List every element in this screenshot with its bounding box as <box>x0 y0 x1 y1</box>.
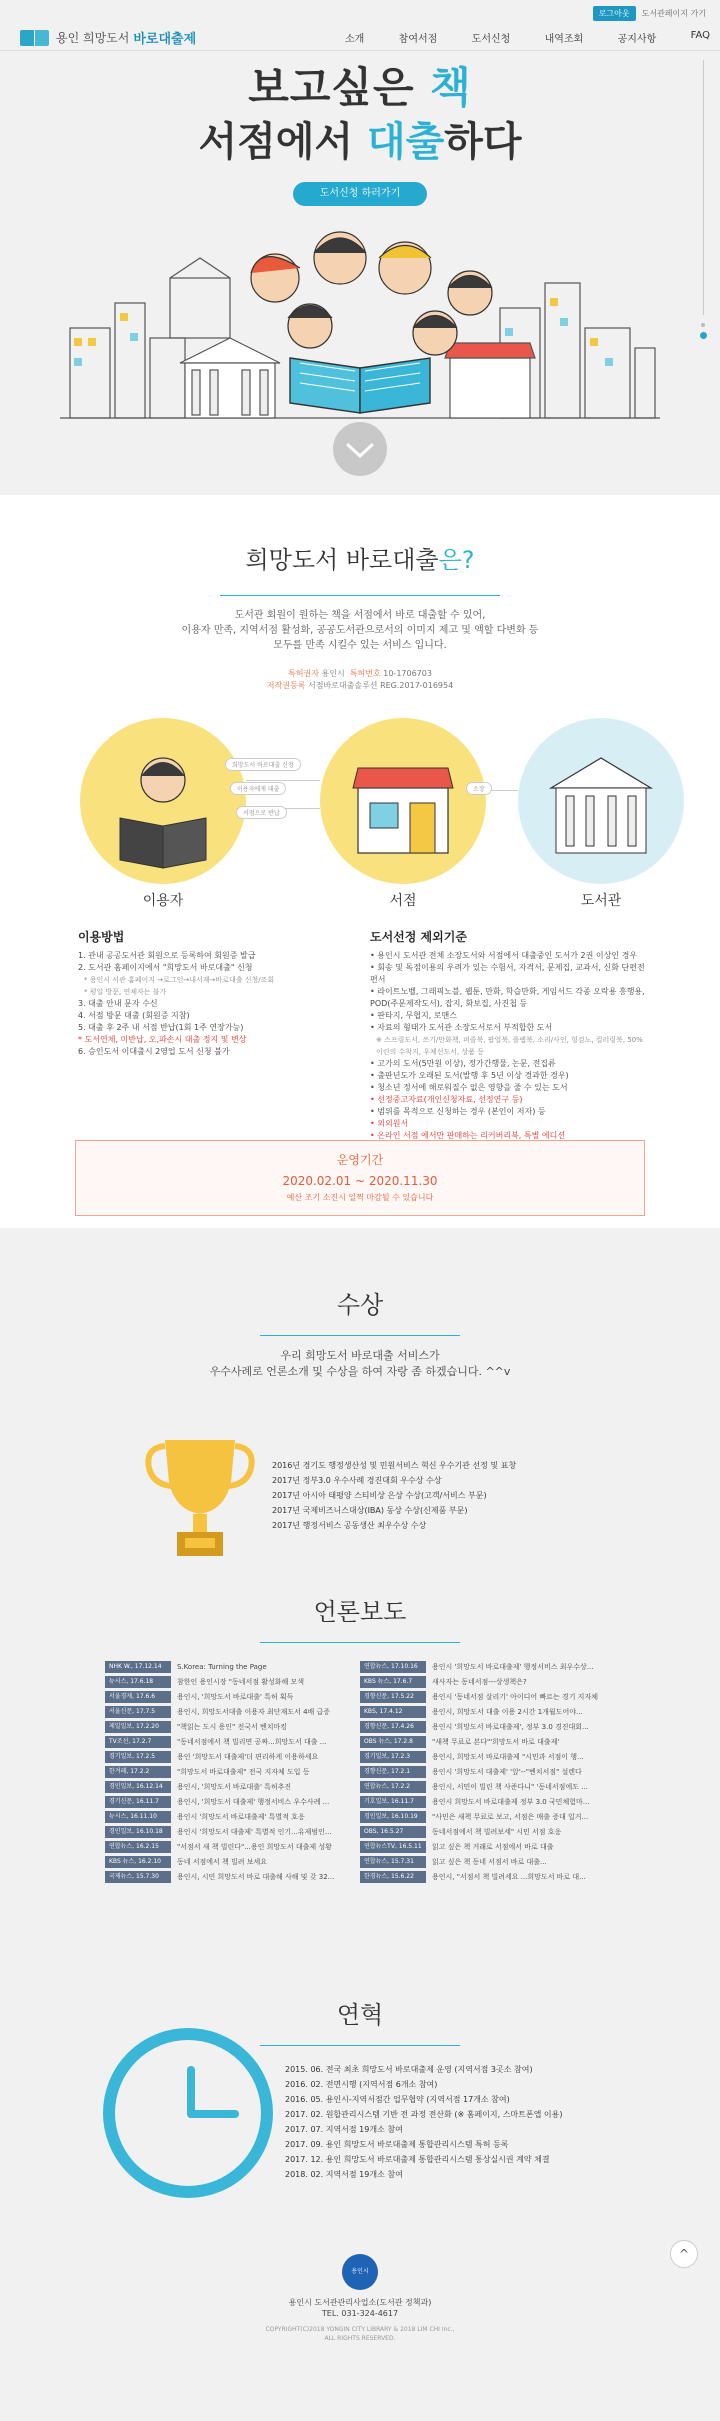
usage-item: 4. 서점 방문 대출 (회원증 지참) <box>78 1011 190 1020</box>
press-headline[interactable]: 용인시 '희망도서 바로대출제' 행정서비스 최우수상... <box>432 1663 594 1671</box>
award-item: 2017년 국제비즈니스대상(IBA) 동상 수상(신제품 부문) <box>272 1506 468 1515</box>
press-source-date: NHK W., 17.12.14 <box>105 1661 171 1673</box>
awards-title: 수상 <box>336 1291 384 1319</box>
nav-item-history[interactable]: 내역조회 <box>544 34 584 45</box>
press-source-date: KBS 뉴스, 17.6.7 <box>360 1676 426 1688</box>
awards-description: 우리 희망도서 바로대출 서비스가 우수사례로 언론소개 및 수상을 하여 자랑 좀 하겠습니다. ^^v <box>209 1349 511 1378</box>
store-icon <box>320 718 486 884</box>
history-item: 2017. 12. 용인 희망도서 바로대출제 통합관리시스템 통상실시권 계약 체결 <box>285 2155 550 2164</box>
intro-title: 희망도서 바로대출은? <box>245 546 475 574</box>
exclude-item: • 자료의 형태가 도서관 소장도서로서 부적합한 도서 <box>370 1023 553 1032</box>
footer-copyright: COPYRIGHT(C)2018 YONGIN CITY LIBRARY & 2018 LIM CHI Inc., ALL RIGHTS RESERVED. <box>265 2326 455 2342</box>
footer-org-name: 용인시 도서관관리사업소(도서관 정책과) <box>288 2298 432 2307</box>
press-row[interactable] <box>360 1765 660 1779</box>
exclude-item: • 회송 및 독점이용의 우려가 있는 수험서, 자격서, 문제집, 교과서, 신화 단편전편서 <box>370 963 645 984</box>
press-source-date: 경기신문, 16.11.7 <box>105 1796 171 1808</box>
indicator-dot-active[interactable] <box>700 332 707 339</box>
flow-tag: 서점으로 반납 <box>236 806 287 819</box>
press-row[interactable] <box>360 1690 660 1704</box>
press-source-date: 국제뉴스, 15.7.30 <box>105 1871 171 1883</box>
title-rule <box>220 595 500 596</box>
press-headline[interactable]: 용인시, 희망도서대출 이용자 최단재도서 4배 급증 <box>177 1708 331 1716</box>
press-headline[interactable]: 용인시, 서민이 빌린 책 사준다니" '동네서점에도 ... <box>432 1783 588 1791</box>
press-row[interactable] <box>360 1735 660 1749</box>
press-source-date: 경향신문, 17.2.1 <box>360 1766 426 1778</box>
press-list-right <box>360 1660 660 1885</box>
site-logo[interactable] <box>20 26 196 48</box>
press-source-date: 경기일보, 17.2.3 <box>360 1751 426 1763</box>
usage-title: 이용방법 <box>78 930 125 944</box>
press-source-date: 경향신문, 17.4.26 <box>360 1721 426 1733</box>
side-scroll-track <box>703 60 704 315</box>
library-circle <box>518 718 684 884</box>
library-page-link[interactable]: 도서관페이지 가기 <box>641 9 706 18</box>
press-headline[interactable]: 용인시, '희망도서 바로대출' 특허 획득 <box>177 1693 294 1701</box>
footer-logo: 용인시 <box>342 2254 378 2290</box>
chevron-down-icon <box>333 422 387 476</box>
press-headline[interactable]: 용인시, '희망도서 바로대출' 특허추진 <box>177 1783 292 1791</box>
period-date: 2020.02.01 ~ 2020.11.30 <box>282 1174 438 1188</box>
press-source-date: 경인일보, 16.12.14 <box>105 1781 171 1793</box>
title-rule <box>260 2045 460 2046</box>
period-title: 운영기간 <box>336 1153 384 1167</box>
press-title: 언론보도 <box>313 1598 407 1626</box>
flow-arrow <box>246 780 320 781</box>
usage-item: * 평일 방문, 연체자는 불가 <box>84 988 167 996</box>
patent-info: 특허권자 용인시 특허번호 10-1706703 저작권등록 서점바로대출솔루션 REG.2017-016954 <box>266 669 454 690</box>
exclude-item: • 선정중고자료(개인신청자료, 선정연구 등) <box>370 1095 523 1104</box>
scroll-down-button[interactable] <box>333 422 387 476</box>
history-item: 2018. 02. 지역서점 19개소 참여 <box>285 2170 403 2179</box>
store-label: 서점 <box>389 893 417 909</box>
award-item: 2017년 아시아 태평양 스티비상 은상 수상(고객/서비스 부문) <box>272 1491 487 1500</box>
usage-list <box>78 950 318 1058</box>
press-headline[interactable]: 용인 '희망도서 대출제'더 편리하게 이용하세요 <box>177 1753 319 1761</box>
press-headline[interactable]: 용인시 '희망도서 대출제' '앞'--"벤치서점" 설렌다 <box>432 1768 582 1776</box>
exclude-item: • 고가의 도서(5만원 이상), 정가간행물, 논문, 전집류 <box>370 1059 556 1068</box>
exclude-item: • 온라인 서점 에서만 판매하는 리커버리북, 특별 에디션 <box>370 1131 566 1140</box>
press-source-date: 경인일보, 16.10.18 <box>105 1826 171 1838</box>
press-headline[interactable]: 용인시 '희망도서 대출제' 특별적 인기...유제범인... <box>177 1828 332 1836</box>
press-headline[interactable]: 용인시, 희망도서 바로대출제 "시민과 서점이 행... <box>432 1753 584 1761</box>
usage-item: 6. 승인도서 이대출시 2영업 도서 신청 불가 <box>78 1047 230 1056</box>
period-note: 예산 조기 소진시 일찍 마감될 수 있습니다 <box>286 1193 434 1202</box>
press-row[interactable] <box>360 1810 660 1824</box>
history-title: 연혁 <box>336 2001 384 2029</box>
reading-person-icon <box>80 718 246 884</box>
exclude-item: ※ 스프링도서, 쓰기/만화책, 퍼즐북, 팝업북, 플랩북, 소리/사인, 헝검노, 컬러링북, 50% 이린의 수착지, 우체선도서, 상품 등 <box>376 1036 643 1056</box>
store-circle <box>320 718 486 884</box>
usage-item: 5. 대출 후 2주 내 서점 반납(1회 1주 연장가능) <box>78 1023 244 1032</box>
exclude-list <box>370 950 650 1142</box>
press-row[interactable] <box>360 1870 660 1884</box>
logo-prefix: 용인 희망도서 <box>56 30 130 45</box>
main-nav <box>345 30 710 45</box>
press-headline[interactable]: 용인시 '동네서점 살리기' 아이디어 빠르는 경기 지자체 <box>432 1693 598 1701</box>
exclude-item: • 청소년 정서에 해로워질수 없은 영향을 줄 수 있는 도서 <box>370 1083 568 1092</box>
award-item: 2017년 행정서비스 공동생산 최우수상 수상 <box>272 1521 427 1530</box>
press-source-date: OBS, 16.5.27 <box>360 1826 426 1838</box>
section-indicator <box>700 318 706 344</box>
nav-item-faq[interactable]: FAQ <box>690 30 710 41</box>
slogan-line-2: 서점에서 대출하다 <box>198 119 522 165</box>
press-headline[interactable]: 용인시 '희망도서 바로대출제', 정부 3.0 경진대회... <box>432 1723 589 1731</box>
library-label: 도서관 <box>580 893 622 909</box>
title-rule <box>260 1642 460 1643</box>
press-headline[interactable]: "희망도서 바로대출제" 전국 지자체 도입 등 <box>177 1768 310 1776</box>
usage-item: * 용인시 서관 홈페이지 →로그인→내서재→바로대출 신청/조회 <box>84 976 275 984</box>
trophy-icon <box>145 1432 255 1562</box>
exclude-item: • 출판년도가 오래된 도서(발행 후 5년 이상 경과한 경우) <box>370 1071 569 1080</box>
press-source-date: 연합뉴스, 16.2.15 <box>105 1841 171 1853</box>
press-source-date: 한겨레, 17.2.2 <box>105 1766 171 1778</box>
back-to-top-button[interactable]: ^ <box>670 2240 698 2268</box>
award-item: 2017년 정부3.0 우수사례 경진대회 우수상 수상 <box>272 1476 442 1485</box>
press-source-date: 뉴시스, 17.6.18 <box>105 1676 171 1688</box>
award-item: 2016년 경기도 행정생산성 및 민원서비스 혁신 우수기관 선정 및 표창 <box>272 1461 517 1470</box>
press-headline[interactable]: "서점서 새 책 빌린다"...용인 희망도서 대출제 성황 <box>177 1843 332 1851</box>
history-item: 2017. 09. 용인 희망도서 바로대출제 통합관리시스템 특허 등록 <box>285 2140 509 2149</box>
flow-tag: 희망도서 바로대출 신청 <box>225 758 301 771</box>
nav-divider <box>0 50 720 51</box>
library-icon <box>518 718 684 884</box>
press-source-date: KBS 뉴스, 16.2.10 <box>105 1856 171 1868</box>
press-source-date: 기호일보, 16.11.7 <box>360 1796 426 1808</box>
press-row[interactable] <box>360 1780 660 1794</box>
press-row[interactable] <box>360 1825 660 1839</box>
press-row[interactable] <box>360 1840 660 1854</box>
press-source-date: OBS 뉴스, 17.2.8 <box>360 1736 426 1748</box>
press-row[interactable] <box>360 1750 660 1764</box>
press-source-date: 연합뉴스TV, 16.5.11 <box>360 1841 426 1853</box>
logo-main: 바로대출제 <box>133 31 197 47</box>
history-item: 2016. 02. 전면시행 (지역서점 6개소 참여) <box>285 2080 438 2089</box>
hero-illustration <box>60 208 660 423</box>
apply-book-button[interactable]: 도서신청 하러가기 <box>293 182 427 206</box>
press-source-date: 연합뉴스, 15.7.31 <box>360 1856 426 1868</box>
slogan-line-1: 보고싶은 책 <box>248 63 472 112</box>
press-headline[interactable]: "새책 무료로 본다"'희망도서 바로 대출제' <box>432 1738 560 1746</box>
nav-item-apply[interactable]: 도서신청 <box>471 34 511 45</box>
press-row[interactable] <box>360 1855 660 1869</box>
press-row[interactable] <box>360 1660 660 1674</box>
flow-tag: 이용자에게 대출 <box>230 782 286 795</box>
top-links <box>593 6 706 21</box>
press-source-date: 제일일보, 17.2.20 <box>105 1721 171 1733</box>
press-source-date: 한경뉴스, 15.6.22 <box>360 1871 426 1883</box>
intro-description: 도서관 회원이 원하는 책을 서점에서 바로 대출할 수 있어, 이용자 만족, 지역서점 활성화, 공공도서관으로서의 이미지 제고 및 액할 다변화 등 모두를 만족 시킬수 있는 서비스 입니다. <box>181 610 539 651</box>
press-headline[interactable]: 용인시 '희망도서 바로대출제' 특별적 호응 <box>177 1813 305 1821</box>
press-source-date: 경향신문, 17.5.22 <box>360 1691 426 1703</box>
press-source-date: 뉴시스, 16.11.10 <box>105 1811 171 1823</box>
press-headline[interactable]: "사민은 새책 무료로 보고, 서점은 매출 증대 일거... <box>432 1813 589 1821</box>
press-headline[interactable]: 참한인 용인시장 "동네서점 활성화해 모색 <box>177 1678 305 1686</box>
indicator-dot[interactable] <box>701 323 705 327</box>
exclude-item: • 라이트노벨, 그래픽노블, 웹툰, 만화, 학습만화, 게임서드 각종 오락용 흥행용, POD(주문제작도서), 잡지, 화보집, 사진첩 등 <box>370 987 645 1008</box>
press-row[interactable] <box>360 1795 660 1809</box>
press-source-date: 연합뉴스, 17.10.16 <box>360 1661 426 1673</box>
press-headline[interactable]: 동네 서점에서 책 빌려 보세요 <box>177 1858 268 1866</box>
press-source-date: 연합뉴스, 17.2.2 <box>360 1781 426 1793</box>
press-headline[interactable]: 읽고 싶은 책 거래로 서점에서 바로 대출 <box>432 1843 554 1851</box>
press-headline[interactable]: 용인시, "서점서 책 빌려세요 ...희망도서 바로 대... <box>432 1873 586 1881</box>
press-source-date: 경기일보, 17.2.5 <box>105 1751 171 1763</box>
usage-item: * 도서연체, 미반납, 오,파손시 대출 정지 및 변상 <box>78 1035 247 1044</box>
logout-button[interactable]: 로그아웃 <box>593 6 636 21</box>
press-headline[interactable]: S.Korea: Turning the Page <box>177 1663 267 1671</box>
exclude-item: • 판타지, 무협지, 로맨스 <box>370 1011 457 1020</box>
usage-item: 1. 관내 공공도서관 회원으로 등록하여 회원증 발급 <box>78 951 256 960</box>
exclude-title: 도서선정 제외기준 <box>370 930 467 944</box>
press-headline[interactable]: 새사자는 동네서점---상생책은? <box>432 1678 527 1686</box>
press-headline[interactable]: "동네서점에서 책 빌리면 공짜...희망도서 대출 ... <box>177 1738 327 1746</box>
title-rule <box>260 1335 460 1336</box>
footer-tel: TEL. 031-324-4617 <box>321 2309 399 2318</box>
press-headline[interactable]: 용인시 희망도서 바로대출제 정부 3.0 국민체험마... <box>432 1798 590 1806</box>
history-item: 2017. 02. 원합관리시스템 기반 전 과정 전산화 (※ 홈페이지, 스마트폰앱 이용) <box>285 2110 563 2119</box>
exclude-item: • 외외원서 <box>370 1119 409 1128</box>
nav-item-notice[interactable]: 공지사항 <box>617 34 657 45</box>
nav-item-stores[interactable]: 참여서점 <box>398 34 438 45</box>
history-item: 2015. 06. 전국 최초 희망도서 바로대출제 운영 (지역서점 3곳소 참여) <box>285 2065 533 2074</box>
usage-item: 3. 대출 안내 문자 수신 <box>78 999 158 1008</box>
press-source-date: KBS, 17.4.12 <box>360 1706 426 1718</box>
nav-item-intro[interactable]: 소개 <box>345 34 365 45</box>
period-box <box>75 1140 645 1216</box>
exclude-item: • 범위를 목적으로 신청하는 경우 (본인이 저자) 등 <box>370 1107 546 1116</box>
press-row[interactable] <box>360 1705 660 1719</box>
award-list <box>272 1458 652 1533</box>
history-item: 2016. 05. 용인시-지역서점간 업무협약 (지역서점 17개소 참여) <box>285 2095 510 2104</box>
press-headline[interactable]: 용인시, 희망도서 대출 이용 2시간 1개월도어야... <box>432 1708 583 1716</box>
press-source-date: 경인일보, 16.10.19 <box>360 1811 426 1823</box>
press-headline[interactable]: 용인시, '희망도서 대출제' 행정서비스 우수사례 ... <box>177 1798 330 1806</box>
exclude-item: • 용인시 도서관 전체 소장도서와 서점에서 대출중인 도서가 2권 이상인 경우 <box>370 951 638 960</box>
press-headline[interactable]: 동네서점에서 책 빌려보세" 시민 서점 호응 <box>432 1828 562 1836</box>
flow-tag: 소장 <box>466 782 492 795</box>
history-list <box>285 2062 685 2182</box>
press-headline[interactable]: "책읽는 도시 용인" 전국서 벤치마킹 <box>177 1723 288 1731</box>
usage-item: 2. 도서관 홈페이지에서 "희망도서 바로대출" 신청 <box>78 963 253 972</box>
history-item: 2017. 07. 지역서점 19개소 참여 <box>285 2125 403 2134</box>
user-circle <box>80 718 246 884</box>
press-headline[interactable]: 읽고 싶은 책 동네 서점서 바로 대출... <box>432 1858 547 1866</box>
book-icon <box>20 26 50 48</box>
press-source-date: TV조선, 17.2.7 <box>105 1736 171 1748</box>
press-row[interactable] <box>360 1720 660 1734</box>
press-source-date: 서울신문, 17.7.5 <box>105 1706 171 1718</box>
clock-icon <box>103 2028 273 2198</box>
press-source-date: 서울경제, 17.6.6 <box>105 1691 171 1703</box>
user-label: 이용자 <box>142 893 184 909</box>
press-headline[interactable]: 용인시, 시민 희망도서 바로 대출해 사해 및 갖 32... <box>177 1873 335 1881</box>
hero-section <box>0 0 720 495</box>
press-row[interactable] <box>360 1675 660 1689</box>
